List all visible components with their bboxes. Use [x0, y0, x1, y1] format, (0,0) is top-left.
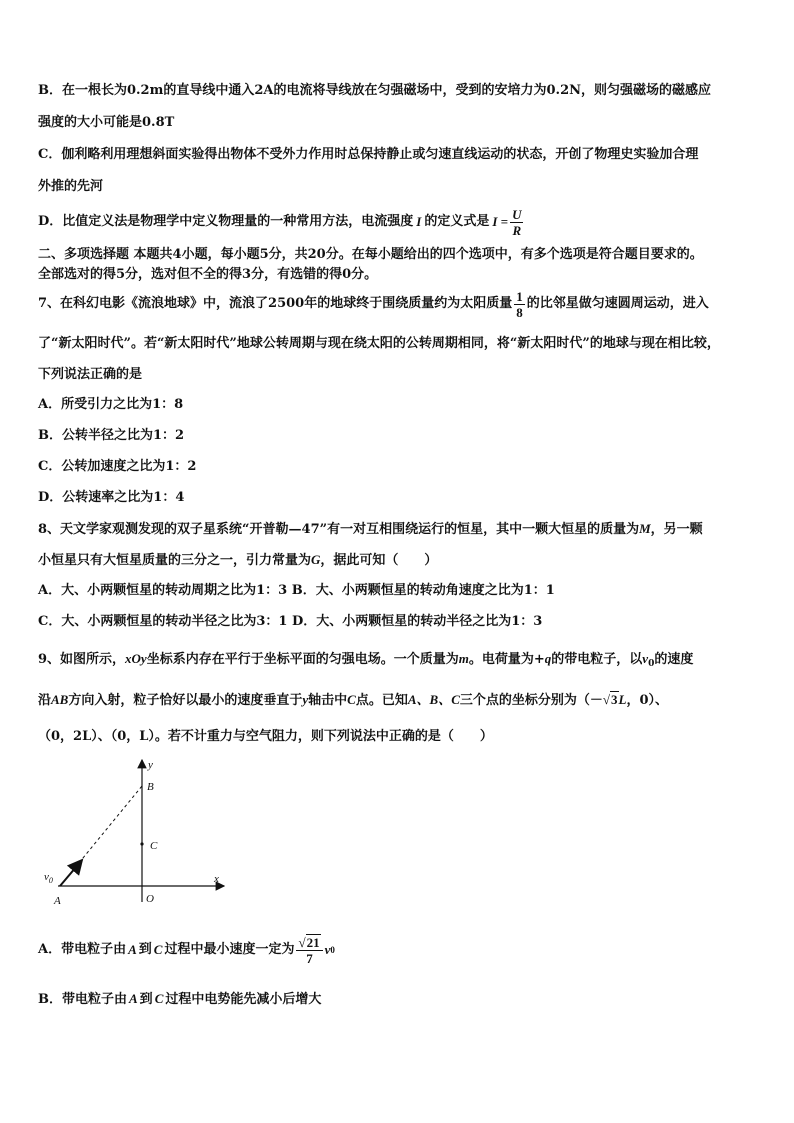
q7-line1	[38, 286, 774, 322]
fraction-numerator: √21	[296, 935, 322, 951]
math-mass: m	[458, 651, 469, 666]
fraction-sqrt21-7	[296, 935, 322, 966]
q9-opt-b-text3: 过程中电势能先减小后增大	[165, 992, 322, 1007]
q7-text2: 的比邻星做匀速圆周运动，进入	[526, 296, 709, 311]
q9-opt-b-text: B．带电粒子由	[38, 992, 127, 1007]
fraction-denominator: 8	[516, 304, 523, 320]
math-v-sub: 0	[648, 659, 655, 669]
option-b-line1: B．在一根长为0.2m的直导线中通入2A的电流将导线放在匀强磁场中，受到的安培力为0.2N，则匀强磁场的磁感应	[38, 83, 711, 98]
option-c-line1: C．伽利略利用理想斜面实验得出物体不受外力作用时总保持静止或匀速直线运动的状态，开创了物理史实验加合理	[38, 147, 699, 162]
math-xoy: xOy	[125, 651, 147, 666]
section-2-header: 二、多项选择题 本题共4小题，每小题5分，共20分。在每小题给出的四个选项中，有多个选项是符合题目要求的。	[38, 247, 703, 262]
math-eq: I =	[492, 214, 509, 229]
label-c: C	[150, 840, 158, 852]
math-abc: A、B、C	[407, 692, 460, 707]
q9-diagram	[38, 752, 238, 912]
q8-text2: ，另一颗	[650, 522, 703, 537]
math-a2: A	[129, 991, 138, 1006]
q9-opt-a-text3: 过程中最小速度一定为	[164, 942, 295, 957]
q8-text: 8、天文学家观测发现的双子星系统“开普勒—47”有一对互相围绕运行的恒星，其中一颗大恒星的质量为	[38, 522, 640, 537]
fraction-numerator: U	[512, 206, 522, 222]
math-y: y	[302, 692, 309, 707]
math-c: C	[347, 692, 356, 707]
math-q: q	[544, 651, 552, 666]
q7-option-c: C．公转加速度之比为1：2	[38, 459, 197, 474]
q9-line2	[38, 691, 774, 710]
sqrt-3: √3	[602, 692, 618, 707]
section-2-header-2: 全部选对的得5分，选对但不全的得3分，有选错的得0分。	[38, 267, 378, 282]
math-v2: v	[324, 942, 331, 957]
q9-text4: 的带电粒子，以	[551, 652, 643, 667]
label-o: O	[146, 893, 154, 905]
math-l: L	[618, 692, 627, 707]
option-d	[38, 205, 774, 239]
q8-line2	[38, 551, 774, 570]
option-d-text: D．比值定义法是物理学中定义物理量的一种常用方法，电流强度	[38, 214, 414, 229]
math-m: M	[639, 521, 651, 536]
sqrt-radicand: 3	[611, 692, 618, 707]
fraction-u-r	[510, 207, 523, 238]
math-g: G	[311, 552, 321, 567]
fraction-denominator: R	[512, 222, 522, 238]
point-c	[140, 842, 143, 845]
q9-text6: 沿	[38, 693, 52, 708]
option-b-line2: 强度的大小可能是0.8T	[38, 115, 175, 130]
fraction-numerator: 1	[516, 288, 523, 304]
fraction-denominator: 7	[306, 950, 313, 966]
q7-option-a: A．所受引力之比为1：8	[38, 397, 184, 412]
q7-option-b: B．公转半径之比为1：2	[38, 428, 185, 443]
q9-text2: 坐标系内存在平行于坐标平面的匀强电场。一个质量为	[146, 652, 459, 667]
math-v: v	[642, 651, 649, 666]
sqrt-radicand: 21	[306, 934, 320, 950]
q9-text5: 的速度	[654, 652, 694, 667]
math-i: I	[416, 214, 422, 229]
q9-text9: 点。已知	[355, 693, 408, 708]
q8-line1	[38, 520, 774, 539]
q7-text: 7、在科幻电影《流浪地球》中，流浪了2500年的地球终于围绕质量约为太阳质量	[38, 296, 513, 311]
q7-option-d: D．公转速率之比为1：4	[38, 490, 185, 505]
q9-opt-a-text: A．带电粒子由	[38, 942, 127, 957]
q9-line3: （0，2L）、（0，L）。若不计重力与空气阻力，则下列说法中正确的是（ ）	[38, 729, 493, 744]
label-a: A	[54, 895, 61, 907]
q8-options-cd: C．大、小两颗恒星的转动半径之比为3：1 D．大、小两颗恒星的转动半径之比为1：3	[38, 614, 543, 629]
math-c3: C	[154, 991, 164, 1006]
q7-line2: 了“新太阳时代”。若“新太阳时代”地球公转周期与现在绕太阳的公转周期相同，将“新太阳时代”的地球与现在相比较，	[38, 336, 720, 351]
label-b: B	[147, 781, 154, 793]
option-c-line2: 外推的先河	[38, 179, 104, 194]
q9-text10: 三个点的坐标分别为（－	[459, 693, 603, 708]
q7-line3: 下列说法正确的是	[38, 367, 143, 382]
label-x: x	[214, 873, 219, 885]
math-a: A	[128, 942, 137, 957]
q9-text8: 轴击中	[308, 693, 348, 708]
q8-options-ab: A．大、小两颗恒星的转动周期之比为1：3 B．大、小两颗恒星的转动角速度之比为1：1	[38, 583, 555, 598]
q8-text3: 小恒星只有大恒星质量的三分之一，引力常量为	[38, 553, 312, 568]
q9-option-b	[38, 990, 774, 1009]
q9-text3: 。电荷量为+	[468, 652, 545, 667]
q8-text4: ，据此可知（ ）	[320, 553, 438, 568]
label-y: y	[148, 759, 153, 771]
q9-opt-a-text2: 到	[138, 942, 152, 957]
q9-opt-b-text2: 到	[139, 992, 153, 1007]
q9-line1	[38, 650, 774, 673]
math-v2-sub: 0	[330, 945, 335, 955]
q9-option-a	[38, 930, 774, 970]
label-v0: $v_0$	[44, 871, 53, 885]
q9-text: 9、如图所示，	[38, 652, 126, 667]
math-c2: C	[153, 942, 163, 957]
math-ab: AB	[51, 692, 69, 707]
option-d-text2: 的定义式是	[424, 214, 490, 229]
q9-text11: ，0）、	[626, 693, 669, 708]
velocity-arrow	[60, 860, 82, 886]
fraction-one-eighth	[514, 289, 525, 320]
q9-text7: 方向入射，粒子恰好以最小的速度垂直于	[68, 693, 303, 708]
